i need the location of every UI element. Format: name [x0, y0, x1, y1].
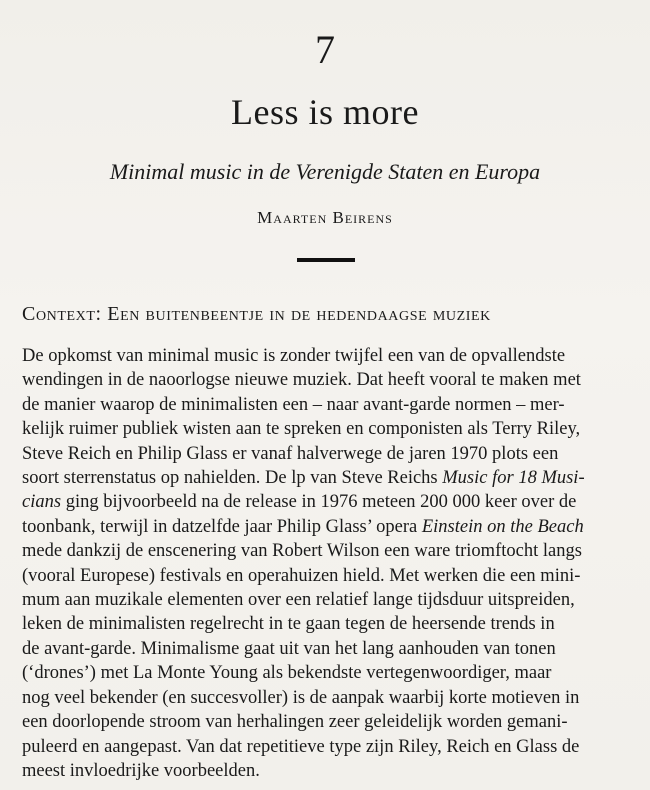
body-line [22, 417, 622, 441]
italic-title-text: Music for 18 Musi- [442, 468, 585, 489]
body-line [22, 759, 622, 783]
body-text-segment: een doorlopende stroom van herhalingen zeer geleidelijk worden gemani- [22, 712, 568, 733]
body-text-segment: toonbank, terwijl in datzelfde jaar Philip Glass’ opera [22, 516, 422, 537]
body-line [22, 686, 622, 710]
body-text-segment: wendingen in de naoorlogse nieuwe muziek. Dat heeft vooral te maken met [22, 370, 581, 391]
italic-title-text: cians [22, 492, 62, 513]
body-line [22, 344, 622, 368]
body-text-segment: (‘drones’) met La Monte Young als bekendste vertegenwoordiger, maar [22, 663, 552, 684]
body-text-segment: ging bijvoorbeeld na de release in 1976 meteen 200 000 keer over de [61, 492, 577, 513]
body-line [22, 466, 622, 490]
body-text-segment: de manier waarop de minimalisten een – naar avant-garde normen – mer- [22, 394, 565, 415]
body-line [22, 735, 622, 759]
section-heading: Context: Een buitenbeentje in de hedendaagse muziek [22, 303, 491, 325]
title-divider-rule [297, 258, 355, 262]
body-line [22, 442, 622, 466]
body-text-segment: puleerd en aangepast. Van dat repetitieve type zijn Riley, Reich en Glass de [22, 736, 580, 757]
chapter-author: Maarten Beirens [257, 208, 393, 227]
body-text-segment: kelijk ruimer publiek wisten aan te spreken en componisten als Terry Riley, [22, 419, 581, 440]
body-text-segment: nog veel bekender (en succesvoller) is de aanpak waarbij korte motieven in [22, 687, 580, 708]
chapter-number: 7 [315, 27, 335, 72]
body-line [22, 393, 622, 417]
chapter-title: Less is more [231, 92, 419, 132]
body-line [22, 710, 622, 734]
body-line [22, 490, 622, 514]
body-line [22, 368, 622, 392]
body-text-segment: de avant-garde. Minimalisme gaat uit van het lang aanhouden van tonen [22, 638, 556, 659]
body-line [22, 612, 622, 636]
body-text-segment: meest invloedrijke voorbeelden. [22, 760, 260, 781]
body-line [22, 539, 622, 563]
body-text-segment: leken de minimalisten regelrecht in te gaan tegen de heersende trends in [22, 614, 555, 635]
body-line [22, 637, 622, 661]
body-text-segment: Steve Reich en Philip Glass er vanaf halverwege de jaren 1970 plots een [22, 443, 559, 464]
body-text-segment: soort sterrenstatus op nahielden. De lp van Steve Reichs [22, 468, 443, 489]
body-text-segment: (vooral Europese) festivals en operahuizen hield. Met werken die een mini- [22, 565, 581, 586]
body-line [22, 564, 622, 588]
body-text-segment: mum aan muzikale elementen over een relatief lange tijdsduur uitspreiden, [22, 590, 575, 611]
body-line [22, 661, 622, 685]
body-line [22, 588, 622, 612]
body-text-segment: mede dankzij de enscenering van Robert Wilson een ware triomftocht langs [22, 541, 582, 562]
body-line [22, 515, 622, 539]
body-paragraph [22, 344, 622, 783]
body-text-segment: De opkomst van minimal music is zonder twijfel een van de opvallendste [22, 346, 566, 366]
chapter-subtitle: Minimal music in de Verenigde Staten en Europa [109, 159, 541, 184]
italic-title-text: Einstein on the Beach [421, 516, 584, 537]
